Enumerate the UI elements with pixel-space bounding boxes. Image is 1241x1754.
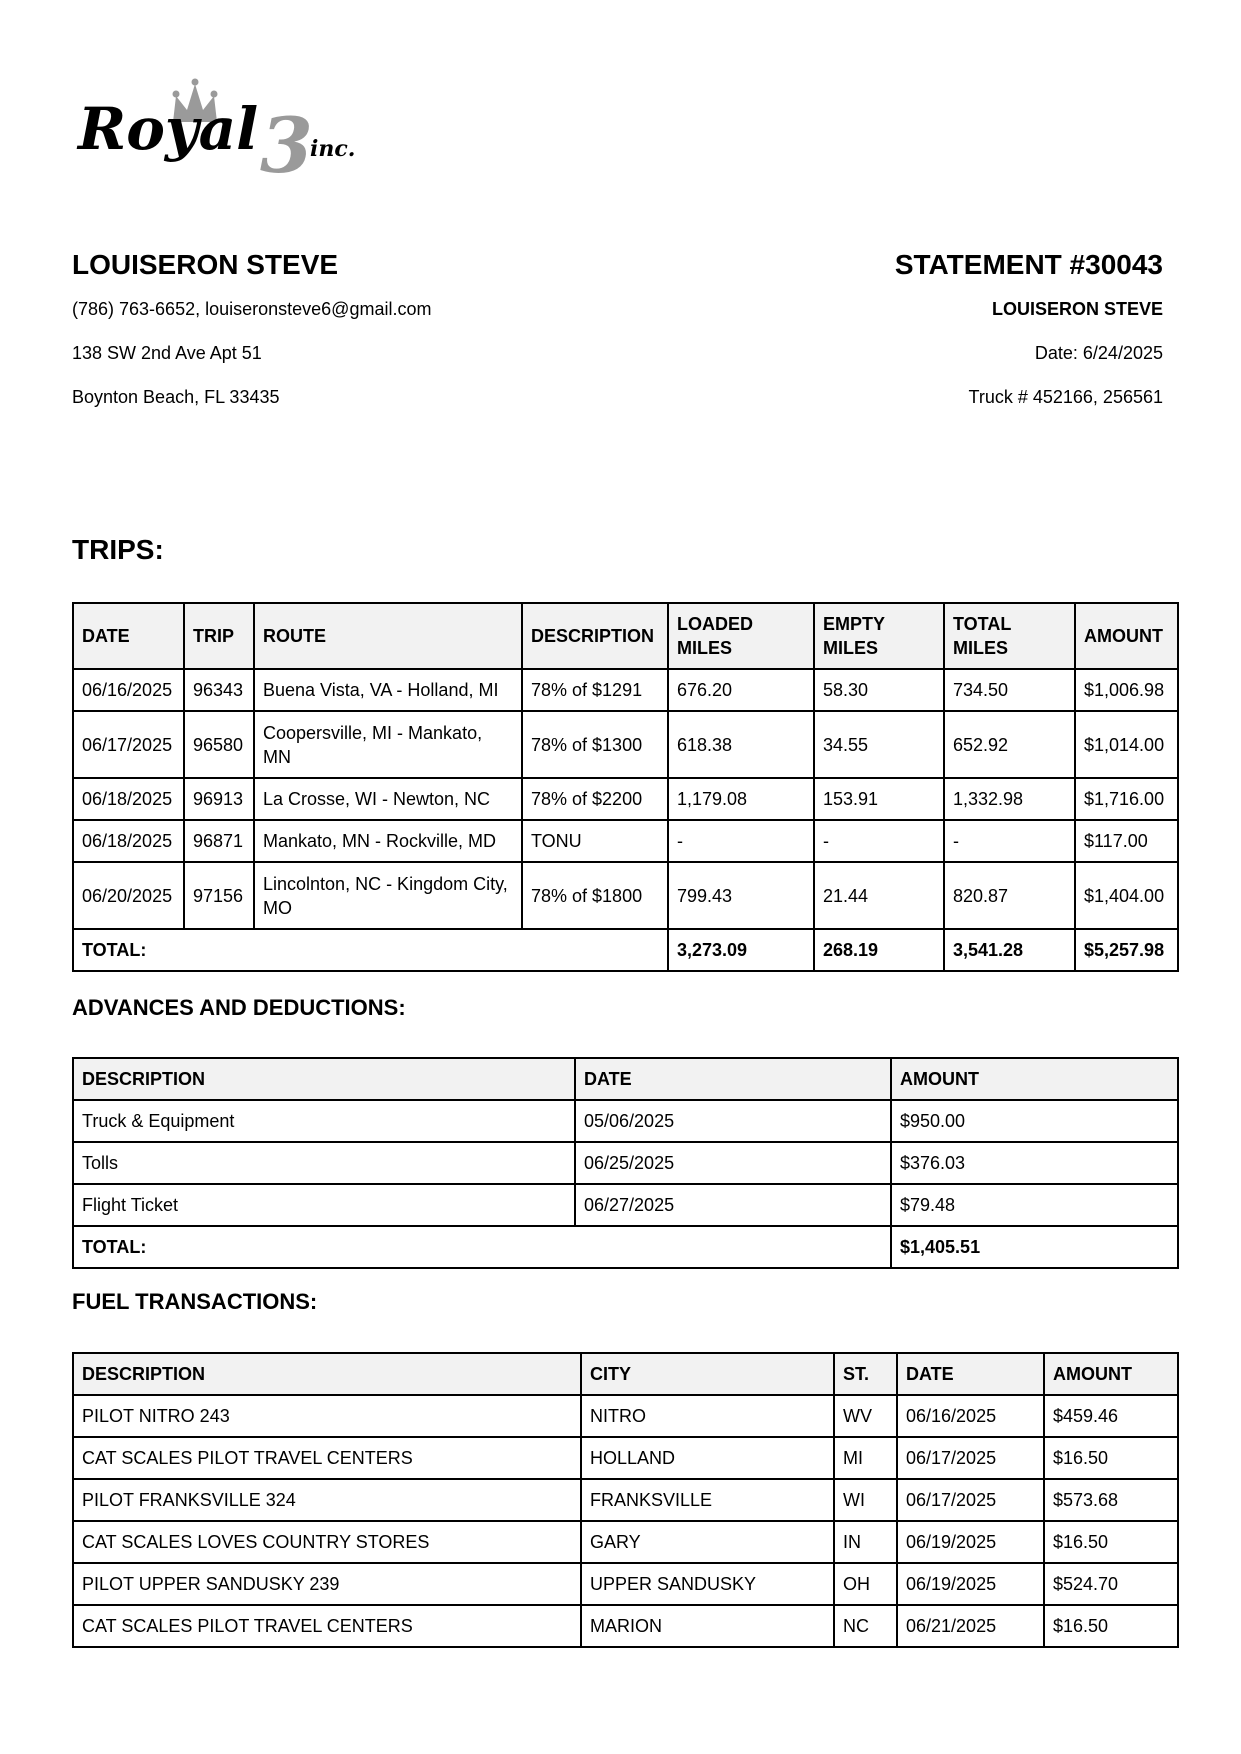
table-cell: 96343 [184,669,254,711]
table-cell: 21.44 [814,862,944,929]
column-header: AMOUNT [1044,1353,1178,1395]
table-cell: 06/20/2025 [73,862,184,929]
table-cell: IN [834,1521,897,1563]
total-loaded-miles: 3,273.09 [668,929,814,971]
table-cell: 06/19/2025 [897,1563,1044,1605]
table-cell: 618.38 [668,711,814,778]
table-row [73,820,1178,862]
column-header: ST. [834,1353,897,1395]
fuel-section-title: FUEL TRANSACTIONS: [72,1289,318,1314]
table-row [73,1479,1178,1521]
column-header: DESCRIPTION [73,1353,581,1395]
table-row [73,1605,1178,1647]
table-cell: 97156 [184,862,254,929]
table-cell: Truck & Equipment [73,1100,575,1142]
trips-table [72,602,1179,972]
table-cell: 06/17/2025 [897,1437,1044,1479]
table-cell: $1,014.00 [1075,711,1178,778]
table-cell: CAT SCALES LOVES COUNTRY STORES [73,1521,581,1563]
table-cell: NC [834,1605,897,1647]
table-cell: $1,006.98 [1075,669,1178,711]
driver-contact: (786) 763-6652, louiseronsteve6@gmail.com [72,299,432,319]
table-cell: 06/19/2025 [897,1521,1044,1563]
column-header: DATE [575,1058,891,1100]
driver-name: LOUISERON STEVE [72,249,339,280]
table-cell: 06/16/2025 [897,1395,1044,1437]
total-amount: $5,257.98 [1075,929,1178,971]
table-row [73,862,1178,929]
table-cell: $16.50 [1044,1605,1178,1647]
table-cell: $16.50 [1044,1437,1178,1479]
table-cell: 78% of $1300 [522,711,668,778]
column-header: CITY [581,1353,834,1395]
table-row [73,669,1178,711]
advances-section-title: ADVANCES AND DEDUCTIONS: [72,995,406,1020]
column-header: TRIP [184,603,254,669]
table-cell: 78% of $2200 [522,778,668,820]
total-amount: $1,405.51 [891,1226,1178,1268]
table-cell: 96580 [184,711,254,778]
table-cell: Lincolnton, NC - Kingdom City, MO [254,862,522,929]
logo-script-text: Royal [78,95,259,163]
table-cell: WV [834,1395,897,1437]
table-row [73,1142,1178,1184]
table-cell: - [668,820,814,862]
table-cell: MI [834,1437,897,1479]
table-cell: FRANKSVILLE [581,1479,834,1521]
trips-section-title: TRIPS: [72,534,164,565]
table-row [73,1184,1178,1226]
table-cell: MARION [581,1605,834,1647]
table-cell: PILOT FRANKSVILLE 324 [73,1479,581,1521]
table-cell: - [944,820,1075,862]
table-cell: PILOT NITRO 243 [73,1395,581,1437]
driver-address-line2: Boynton Beach, FL 33435 [72,387,280,407]
table-cell: 676.20 [668,669,814,711]
advances-total-row [73,1226,1178,1268]
table-cell: 78% of $1291 [522,669,668,711]
logo-numeral: 3 [260,101,313,190]
table-row [73,1563,1178,1605]
table-cell: Flight Ticket [73,1184,575,1226]
statement-name: LOUISERON STEVE [991,299,1163,319]
table-cell: 1,332.98 [944,778,1075,820]
table-cell: GARY [581,1521,834,1563]
column-header: DATE [897,1353,1044,1395]
driver-info [72,248,431,430]
table-row [73,1521,1178,1563]
column-header: AMOUNT [1075,603,1178,669]
table-cell: Coopersville, MI - Mankato, MN [254,711,522,778]
table-cell: 06/17/2025 [897,1479,1044,1521]
table-cell: UPPER SANDUSKY [581,1563,834,1605]
table-cell: 96913 [184,778,254,820]
column-header: DESCRIPTION [522,603,668,669]
column-header: AMOUNT [891,1058,1178,1100]
table-cell: 06/27/2025 [575,1184,891,1226]
table-cell: 58.30 [814,669,944,711]
table-cell: 652.92 [944,711,1075,778]
statement-info [895,248,1163,430]
table-cell: PILOT UPPER SANDUSKY 239 [73,1563,581,1605]
table-cell: $573.68 [1044,1479,1178,1521]
table-cell: 78% of $1800 [522,862,668,929]
total-miles: 3,541.28 [944,929,1075,971]
table-row [73,1437,1178,1479]
logo-suffix: inc. [310,136,356,162]
table-cell: 06/25/2025 [575,1142,891,1184]
table-cell: TONU [522,820,668,862]
column-header: ROUTE [254,603,522,669]
trips-total-row [73,929,1178,971]
total-empty-miles: 268.19 [814,929,944,971]
table-cell: Tolls [73,1142,575,1184]
table-cell: WI [834,1479,897,1521]
driver-address-line1: 138 SW 2nd Ave Apt 51 [72,343,262,363]
table-cell: 06/21/2025 [897,1605,1044,1647]
table-row [73,1100,1178,1142]
table-row [73,778,1178,820]
table-header-row [73,1353,1178,1395]
table-cell: $79.48 [891,1184,1178,1226]
statement-date: Date: 6/24/2025 [1034,343,1163,363]
table-cell: 799.43 [668,862,814,929]
statement-title: STATEMENT #30043 [894,249,1163,280]
table-cell: - [814,820,944,862]
table-cell: 06/18/2025 [73,820,184,862]
table-cell: La Crosse, WI - Newton, NC [254,778,522,820]
table-cell: $524.70 [1044,1563,1178,1605]
table-cell: 96871 [184,820,254,862]
table-cell: 734.50 [944,669,1075,711]
table-cell: $16.50 [1044,1521,1178,1563]
table-cell: $459.46 [1044,1395,1178,1437]
table-header-row [73,603,1178,669]
table-cell: NITRO [581,1395,834,1437]
table-cell: 153.91 [814,778,944,820]
table-row [73,1395,1178,1437]
table-cell: CAT SCALES PILOT TRAVEL CENTERS [73,1605,581,1647]
column-header: DESCRIPTION [73,1058,575,1100]
table-cell: Buena Vista, VA - Holland, MI [254,669,522,711]
table-cell: Mankato, MN - Rockville, MD [254,820,522,862]
table-cell: HOLLAND [581,1437,834,1479]
table-header-row [73,1058,1178,1100]
table-row [73,711,1178,778]
table-cell: 05/06/2025 [575,1100,891,1142]
advances-table [72,1057,1179,1269]
table-cell: $950.00 [891,1100,1178,1142]
fuel-table [72,1352,1179,1648]
column-header: DATE [73,603,184,669]
column-header: EMPTY MILES [814,603,944,669]
table-cell: $1,404.00 [1075,862,1178,929]
table-cell: OH [834,1563,897,1605]
total-label: TOTAL: [73,1226,891,1268]
table-cell: CAT SCALES PILOT TRAVEL CENTERS [73,1437,581,1479]
statement-truck: Truck # 452166, 256561 [968,387,1163,407]
table-cell: 34.55 [814,711,944,778]
table-cell: 06/16/2025 [73,669,184,711]
table-cell: $117.00 [1075,820,1178,862]
table-cell: 06/17/2025 [73,711,184,778]
table-cell: 1,179.08 [668,778,814,820]
table-cell: $1,716.00 [1075,778,1178,820]
column-header: LOADED MILES [668,603,814,669]
total-label: TOTAL: [73,929,668,971]
table-cell: 820.87 [944,862,1075,929]
table-cell: $376.03 [891,1142,1178,1184]
column-header: TOTAL MILES [944,603,1075,669]
company-logo [78,78,388,188]
table-cell: 06/18/2025 [73,778,184,820]
